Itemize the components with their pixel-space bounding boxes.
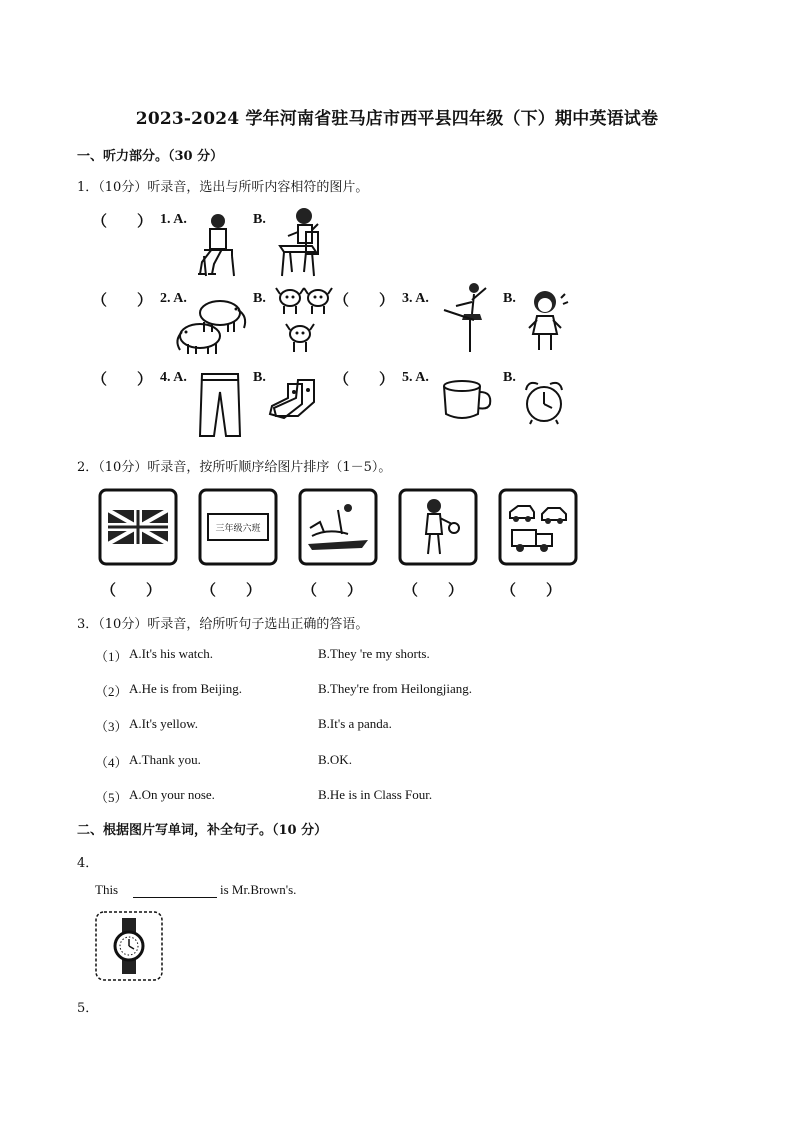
question-1-stem: 1．（10分）听录音，选出与所听内容相符的图片。	[77, 180, 369, 195]
dogs-image	[274, 286, 334, 356]
toy-cars-card	[498, 488, 578, 566]
q4-sentence-end: is Mr.Brown's.	[220, 882, 297, 897]
dragon-boat-card	[298, 488, 378, 566]
q3-row-2-option-b[interactable]: B.They're from Heilongjiang.	[318, 681, 472, 696]
question-2-stem: 2．（10分）听录音，按所听顺序给图片排序（1－5）。	[77, 460, 392, 475]
q3-row-1-number: （1）	[95, 649, 128, 664]
q3-row-5-number: （5）	[95, 790, 128, 805]
q3-row-5-option-a[interactable]: A.On your nose.	[129, 787, 215, 802]
item-2-label: 2. A.	[160, 291, 187, 306]
item-4-label: 4. A.	[160, 370, 187, 385]
order-blank-5[interactable]: （ ）	[501, 583, 562, 599]
alarm-clock-image	[522, 378, 566, 424]
q3-row-2-number: （2）	[95, 684, 128, 699]
q3-row-5-option-b[interactable]: B.He is in Class Four.	[318, 787, 433, 802]
order-blank-3[interactable]: （ ）	[302, 583, 363, 599]
q3-row-1-option-b[interactable]: B.They 're my shorts.	[318, 646, 430, 661]
q4-answer-blank[interactable]	[133, 896, 217, 898]
q3-row-3-number: （3）	[95, 719, 128, 734]
item-5-b-label: B.	[503, 370, 516, 385]
girl-with-cat-card	[398, 488, 478, 566]
boy-on-chair-image	[276, 206, 322, 278]
answer-blank-1[interactable]: （ ）	[92, 214, 153, 230]
q3-row-1-option-a[interactable]: A.It's his watch.	[129, 646, 213, 661]
watch-image	[94, 910, 164, 982]
answer-blank-3[interactable]: （ ）	[334, 293, 395, 309]
ballet-dancer-image	[442, 280, 492, 356]
answer-blank-5[interactable]: （ ）	[334, 372, 395, 388]
q3-row-4-option-a[interactable]: A.Thank you.	[129, 752, 201, 767]
item-4-b-label: B.	[253, 370, 266, 385]
item-2-b-label: B.	[253, 291, 266, 306]
item-1-b-label: B.	[253, 212, 266, 227]
elephants-image	[178, 298, 250, 356]
item-3-b-label: B.	[503, 291, 516, 306]
question-5-number: 5．	[77, 1001, 99, 1016]
question-4-number: 4．	[77, 856, 99, 871]
q3-row-2-option-a[interactable]: A.He is from Beijing.	[129, 681, 243, 696]
q3-row-3-option-a[interactable]: A.It's yellow.	[129, 716, 199, 731]
order-blank-4[interactable]: （ ）	[403, 583, 464, 599]
item-1-label: 1. A.	[160, 212, 187, 227]
answer-blank-2[interactable]: （ ）	[92, 293, 153, 309]
item-3-label: 3. A.	[402, 291, 429, 306]
order-blank-2[interactable]: （ ）	[201, 583, 262, 599]
item-5-label: 5. A.	[402, 370, 429, 385]
answer-blank-4[interactable]: （ ）	[92, 372, 153, 388]
section-1-heading: 一、听力部分。（30 分）	[77, 149, 224, 164]
question-3-stem: 3．（10分）听录音，给所听句子选出正确的答语。	[77, 617, 369, 632]
page-title: 2023-2024 学年河南省驻马店市西平县四年级（下）期中英语试卷	[135, 109, 659, 129]
cup-image	[440, 380, 494, 422]
q3-row-4-number: （4）	[95, 755, 128, 770]
order-blank-1[interactable]: （ ）	[101, 583, 162, 599]
q3-row-3-option-b[interactable]: B.It's a panda.	[318, 716, 392, 731]
trousers-image	[198, 370, 242, 438]
socks-image	[268, 378, 324, 420]
class-sign-text: 三年级六班	[215, 524, 261, 534]
q3-row-4-option-b[interactable]: B.OK.	[318, 752, 352, 767]
uk-flag-card	[98, 488, 178, 566]
girl-image	[525, 288, 569, 354]
person-sitting-image	[196, 212, 242, 278]
q4-sentence-start: This	[95, 882, 119, 897]
section-2-heading: 二、根据图片写单词，补全句子。（10 分）	[77, 823, 328, 838]
